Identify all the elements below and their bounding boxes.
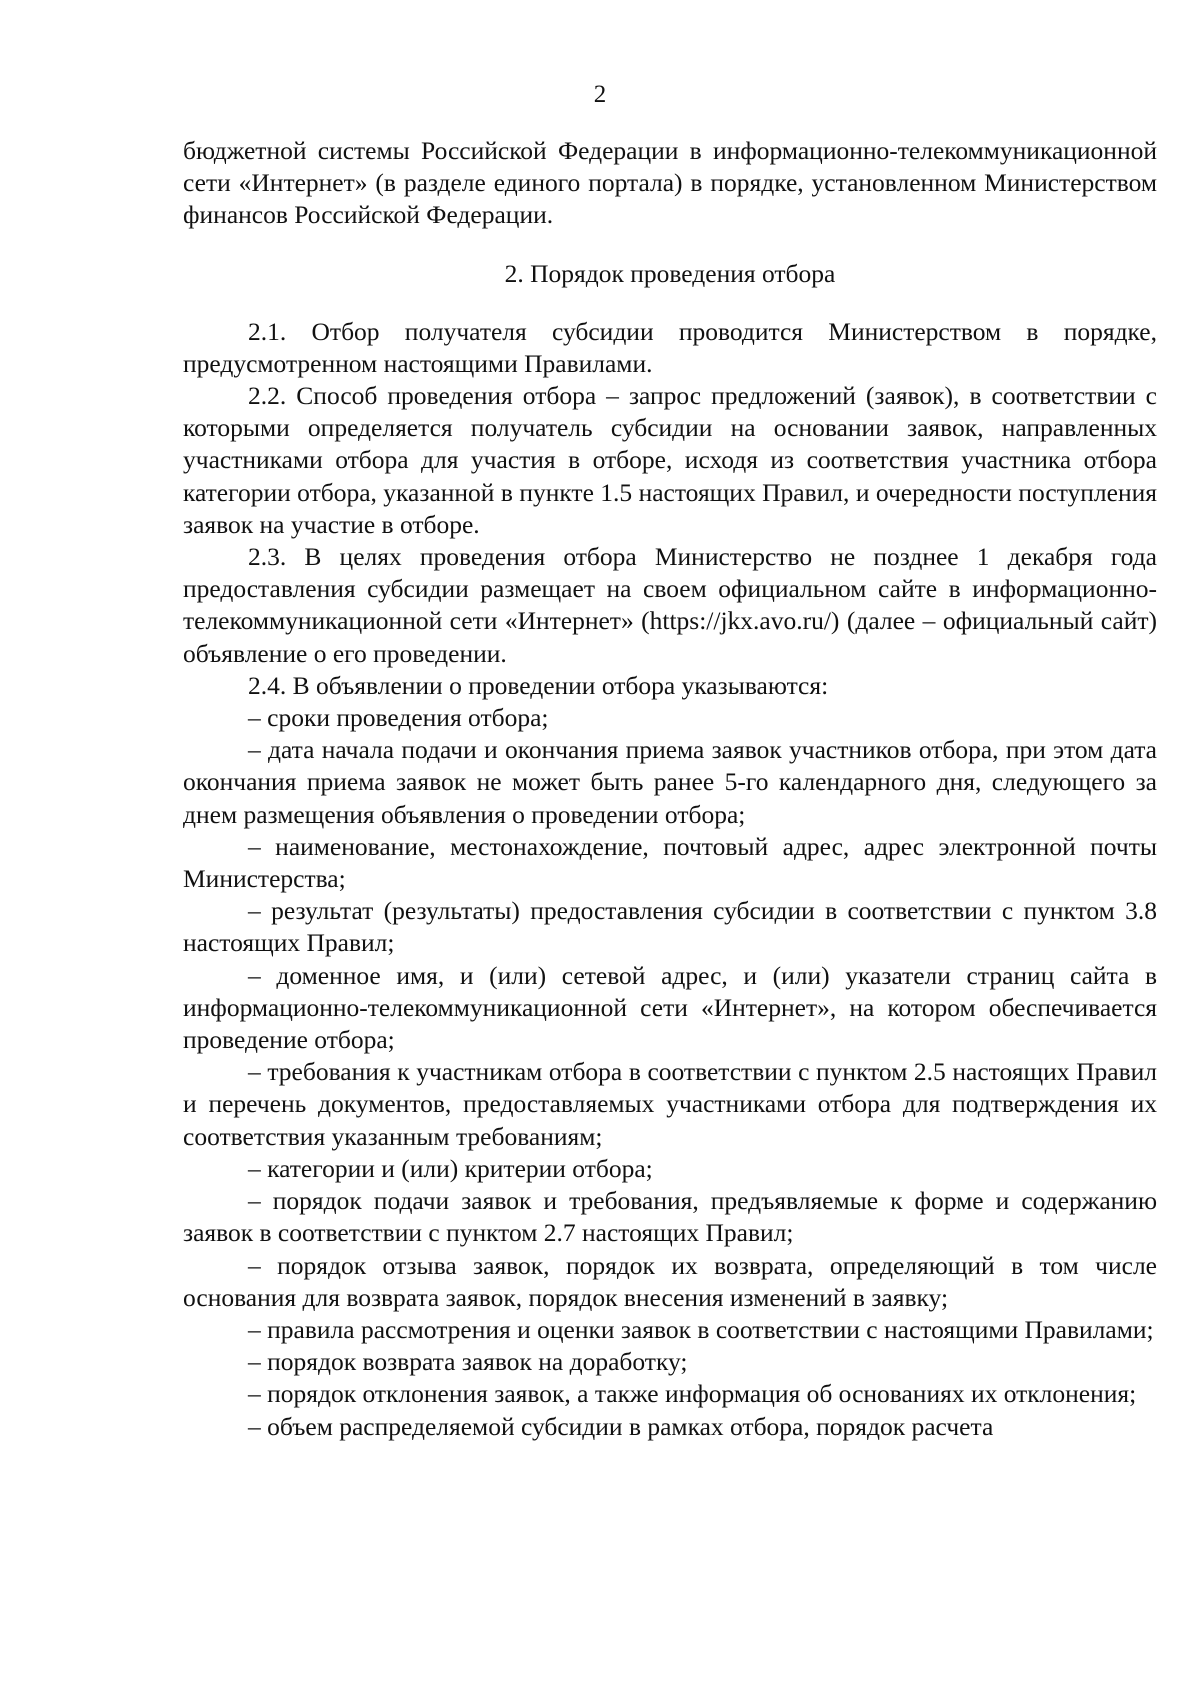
list-item: – категории и (или) критерии отбора; [248,1153,653,1183]
document-body [183,135,1157,1443]
list-item: – наименование, местонахождение, почтовый адрес, адрес электронной почты Министерства; [183,831,1157,894]
list-item: – доменное имя, и (или) сетевой адрес, и (или) указатели страниц сайта в информационно-телекоммуникационной сети «Интернет», на котором обеспечивается проведение отбора; [183,960,1157,1055]
list-item: – порядок отзыва заявок, порядок их возврата, определяющий в том числе основания для возврата заявок, порядок внесения изменений в заявку; [183,1250,1157,1312]
list-item: – порядок подачи заявок и требования, предъявляемые к форме и содержанию заявок в соответствии с пунктом 2.7 настоящих Правил; [183,1186,1157,1248]
section-heading: 2. Порядок проведения отбора [504,258,836,288]
list-item: – сроки проведения отбора; [248,703,549,733]
list-item: – правила рассмотрения и оценки заявок в соответствии с настоящими Правилами; [248,1314,1154,1344]
paragraph-2-2: 2.2. Способ проведения отбора – запрос предложений (заявок), в соответствии с которыми определяется получатель субсидии на основании заявок, направленных участниками отбора для участия в отборе, исходя из соответствия участника отбора категории отбора, указанной в пункте 1.5 настоящих Правил, и очередности поступления заявок на участие в отборе. [183,381,1157,539]
intro-paragraph: бюджетной системы Российской Федерации в информационно-телекоммуникационной сети «Интернет» (в разделе единого портала) в порядке, установленном Министерством финансов Российской Федерации. [183,136,1157,230]
list-item: – дата начала подачи и окончания приема заявок участников отбора, при этом дата окончания приема заявок не может быть ранее 5-го календарного дня, следующего за днем размещения объявления о проведении отбора; [183,735,1157,829]
paragraph-2-3: 2.3. В целях проведения отбора Министерство не позднее 1 декабря года предоставления субсидии размещает на своем официальном сайте в информационно-телекоммуникационной сети «Интернет» (https://jkx.avo.ru/) (далее – официальный сайт) объявление о его проведении. [183,542,1157,668]
list-item: – порядок отклонения заявок, а также информация об основаниях их отклонения; [248,1379,1137,1409]
list-item: – порядок возврата заявок на доработку; [248,1347,688,1377]
paragraph-2-4: 2.4. В объявлении о проведении отбора указываются: [248,670,829,700]
list-item: – объем распределяемой субсидии в рамках отбора, порядок расчета [248,1411,994,1441]
page-number: 2 [593,81,607,108]
paragraph-2-1: 2.1. Отбор получателя субсидии проводится Министерством в порядке, предусмотренном настоящими Правилами. [183,316,1157,378]
list-item: – результат (результаты) предоставления субсидии в соответствии с пунктом 3.8 настоящих Правил; [183,896,1157,958]
list-item: – требования к участникам отбора в соответствии с пунктом 2.5 настоящих Правил и перечень документов, предоставляемых участниками отбора для подтверждения их соответствия указанным требованиям; [183,1057,1157,1151]
